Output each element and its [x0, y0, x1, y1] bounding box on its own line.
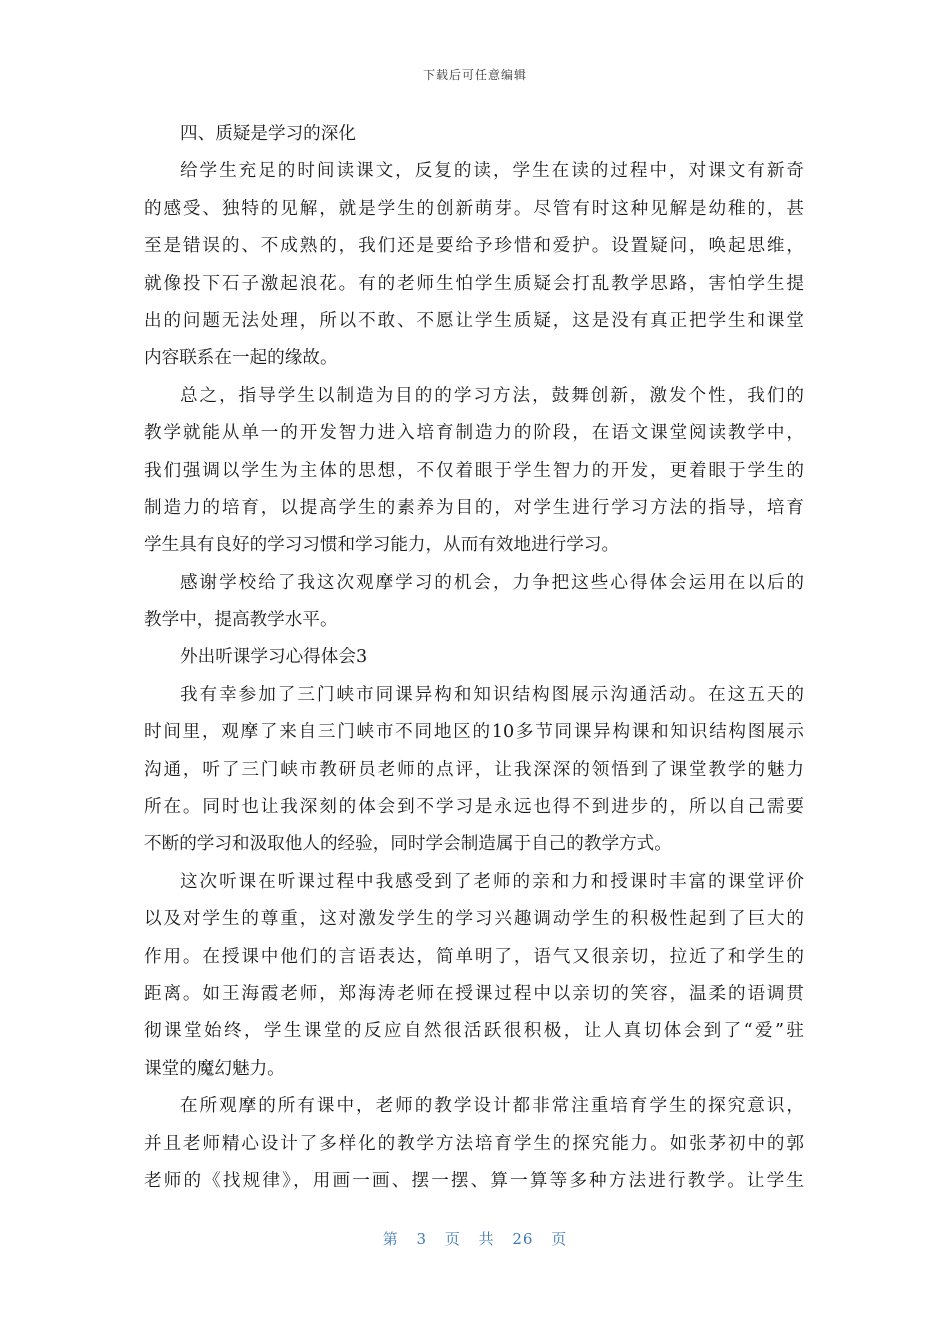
text-line: 学生具有良好的学习习惯和学习能力，从而有效地进行学习。 [144, 535, 620, 556]
text-line: 教学就能从单一的开发智力进入培育制造力的阶段，在语文课堂阅读教学中， [144, 423, 804, 444]
text-line: 的感受、独特的见解，就是学生的创新萌芽。尽管有时这种见解是幼稚的，甚 [144, 198, 804, 219]
text-line: 老师的《找规律》，用画一画、摆一摆、算一算等多种方法进行教学。让学生 [144, 1170, 804, 1191]
text-line: 这次听课在听课过程中我感受到了老师的亲和力和授课时丰富的课堂评价 [180, 871, 804, 892]
text-line: 在所观摩的所有课中，老师的教学设计都非常注重培育学生的探究意识， [180, 1096, 804, 1117]
text-line: 沟通，听了三门峡市教研员老师的点评，让我深深的领悟到了课堂教学的魅力 [144, 759, 804, 780]
text-line: 四、质疑是学习的深化 [180, 124, 356, 144]
text-line: 外出听课学习心得体会3 [180, 647, 368, 668]
page-header: 下载后可任意编辑 [422, 68, 527, 82]
text-line: 并且老师精心设计了多样化的教学方法培育学生的探究能力。如张茅初中的郭 [144, 1133, 804, 1154]
footer-total-pages: 26 [512, 1230, 534, 1248]
text-line: 给学生充足的时间读课文，反复的读，学生在读的过程中，对课文有新奇 [180, 161, 804, 182]
text-line: 至是错误的、不成熟的，我们还是要给予珍惜和爱护。设置疑问，唤起思维， [144, 236, 804, 257]
text-line: 我有幸参加了三门峡市同课异构和知识结构图展示沟通活动。在这五天的 [180, 684, 804, 705]
text-line: 教学中，提高教学水平。 [144, 610, 338, 631]
text-line: 出的问题无法处理，所以不敢、不愿让学生质疑，这是没有真正把学生和课堂 [144, 310, 804, 331]
text-line: 总之，指导学生以制造为目的的学习方法，鼓舞创新，激发个性，我们的 [180, 385, 804, 406]
text-line: 我们强调以学生为主体的思想，不仅着眼于学生智力的开发，更着眼于学生的 [144, 460, 804, 481]
text-line: 不断的学习和汲取他人的经验，同时学会制造属于自己的教学方式。 [144, 834, 672, 855]
footer-current-page: 3 [416, 1230, 428, 1248]
page-footer [0, 1228, 950, 1249]
text-line: 以及对学生的尊重，这对激发学生的学习兴趣调动学生的积极性起到了巨大的 [144, 909, 804, 930]
text-line: 距离。如王海霞老师，郑海涛老师在授课过程中以亲切的笑容，温柔的语调贯 [144, 983, 804, 1004]
text-line: 就像投下石子激起浪花。有的老师生怕学生质疑会打乱教学思路，害怕学生提 [144, 273, 804, 294]
footer-prefix: 第 [382, 1230, 399, 1248]
text-line: 感谢学校给了我这次观摩学习的机会，力争把这些心得体会运用在以后的 [180, 572, 804, 593]
text-line: 制造力的培育，以提高学生的素养为目的，对学生进行学习方法的指导，培育 [144, 497, 804, 518]
footer-suffix: 页 [551, 1230, 568, 1248]
text-line: 内容联系在一起的缘故。 [144, 348, 338, 369]
document-body [144, 116, 804, 1200]
text-line: 课堂的魔幻魅力。 [144, 1058, 285, 1079]
text-line: 作用。在授课中他们的言语表达，简单明了，语气又很亲切，拉近了和学生的 [144, 946, 804, 967]
text-line: 彻课堂始终，学生课堂的反应自然很活跃很积极，让人真切体会到了“爱”驻 [144, 1021, 804, 1042]
text-line: 所在。同时也让我深刻的体会到不学习是永远也得不到进步的，所以自己需要 [144, 797, 804, 818]
text-line: 时间里，观摩了来自三门峡市不同地区的10多节同课异构课和知识结构图展示 [144, 722, 804, 743]
footer-middle: 页 共 [444, 1230, 495, 1248]
